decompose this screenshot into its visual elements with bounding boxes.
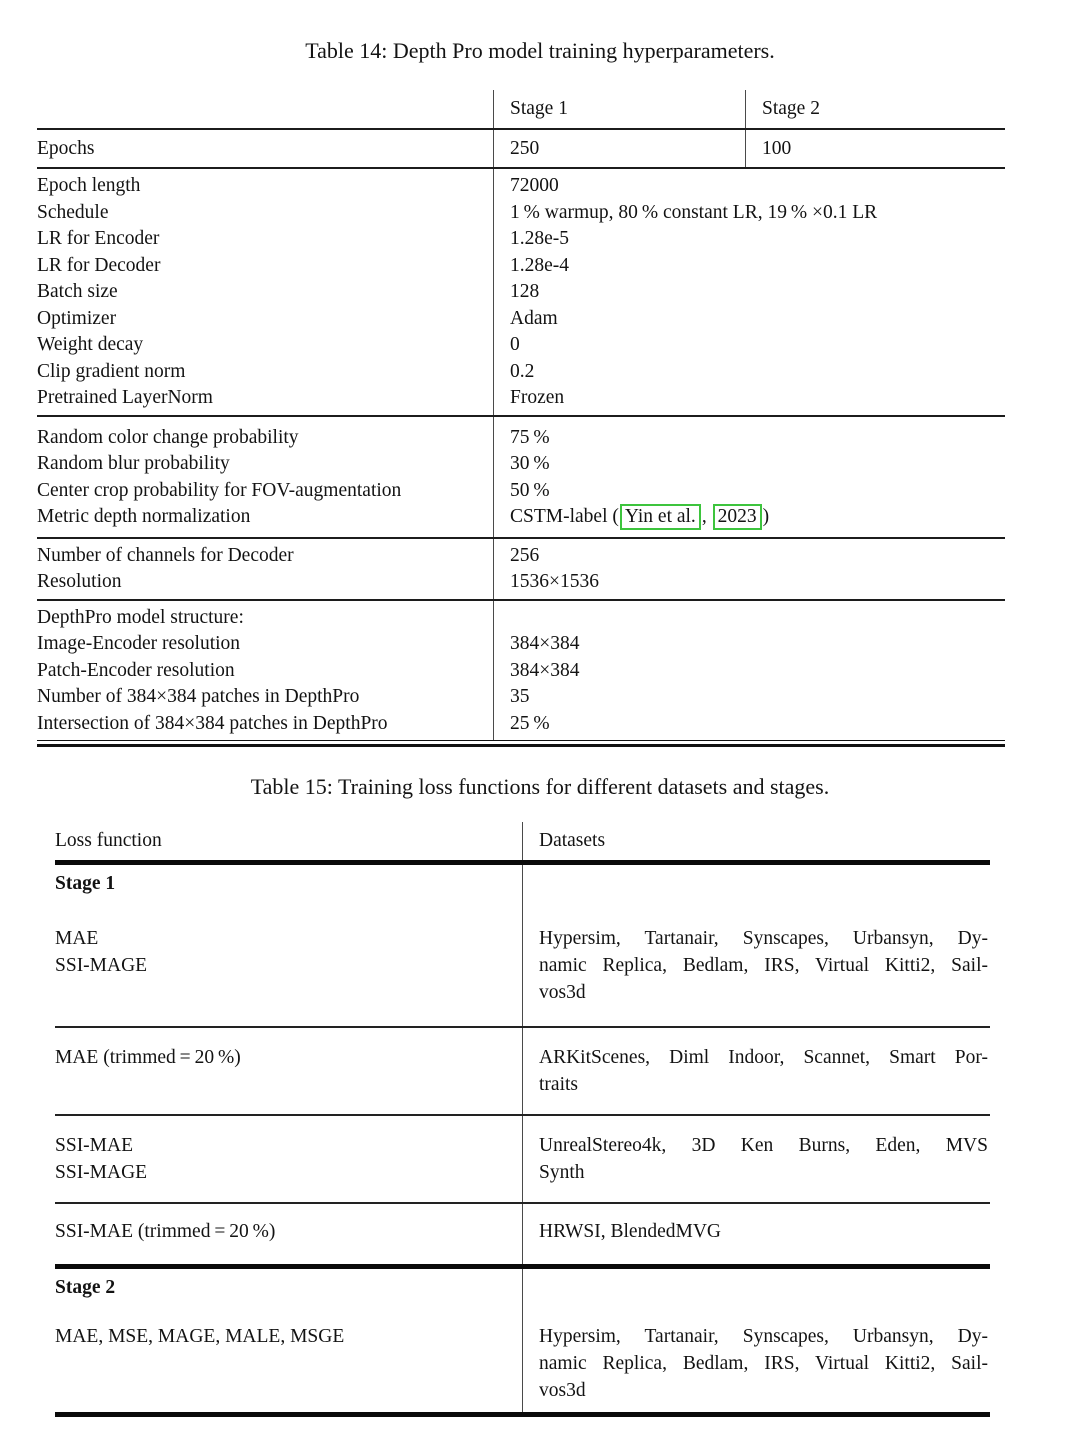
stage2-title-row — [55, 1269, 990, 1311]
dataset-line: ARKitScenes, Diml Indoor, Scannet, Smart Por- — [539, 1047, 988, 1068]
datasets-column-header: Datasets — [539, 830, 606, 851]
row-value: 256 — [510, 544, 540, 566]
row-value: 1.28e-5 — [510, 228, 570, 249]
citation-separator: , — [701, 506, 712, 527]
row-label: Batch size — [37, 281, 118, 302]
value-column — [493, 417, 1005, 537]
stage1-column-header: Stage 1 — [510, 98, 568, 119]
citation-link-year[interactable]: 2023 — [713, 504, 762, 530]
table15-bottom-rule — [55, 1412, 990, 1417]
loss-function-cell — [55, 1116, 522, 1202]
loss-function-column-header: Loss function — [55, 830, 162, 851]
loss-row — [55, 907, 990, 1026]
stage1-title-row — [55, 865, 990, 907]
row-label: Number of channels for Decoder — [37, 544, 294, 566]
row-label: Intersection of 384×384 patches in DepthPro — [37, 712, 388, 734]
loss-line: SSI-MAE — [55, 1135, 134, 1156]
epochs-stage1-value: 250 — [510, 137, 540, 159]
row-label: Random blur probability — [37, 453, 230, 474]
row-value: 25 % — [510, 712, 550, 734]
row-label: Random color change probability — [37, 426, 299, 448]
row-label: Number of 384×384 patches in DepthPro — [37, 686, 360, 707]
header-empty-cell — [37, 90, 493, 128]
row-value: 50 % — [510, 479, 550, 501]
row-label: Image-Encoder resolution — [37, 633, 241, 654]
table15-caption: Table 15: Training loss functions for different datasets and stages. — [250, 774, 830, 799]
row-label: Epoch length — [37, 175, 141, 196]
loss-line: MAE, MSE, MAGE, MALE, MSGE — [55, 1326, 345, 1347]
loss-line: MAE (trimmed = 20 %) — [55, 1047, 241, 1068]
loss-row — [55, 1204, 990, 1264]
stage2-column-header: Stage 2 — [762, 98, 820, 119]
dataset-line: vos3d — [539, 1380, 586, 1401]
row-value: 384×384 — [510, 633, 580, 654]
row-label: Schedule — [37, 201, 109, 223]
loss-row — [55, 1028, 990, 1114]
empty-cell — [522, 865, 990, 907]
row-label: Center crop probability for FOV-augmentation — [37, 479, 402, 501]
row-label: Metric depth normalization — [37, 506, 251, 527]
dataset-line: UnrealStereo4k, 3D Ken Burns, Eden, MVS — [539, 1135, 988, 1156]
table14-bottom-rule — [37, 740, 1005, 747]
dataset-line: vos3d — [539, 982, 586, 1003]
dataset-line: namic Replica, Bedlam, IRS, Virtual Kitti2, Sail- — [539, 955, 988, 976]
dataset-line: Hypersim, Tartanair, Synscapes, Urbansyn, Dy- — [539, 928, 988, 949]
loss-function-cell — [55, 1204, 522, 1264]
value-column — [493, 169, 1005, 415]
dataset-line: Hypersim, Tartanair, Synscapes, Urbansyn, Dy- — [539, 1326, 988, 1347]
row-label: Weight decay — [37, 334, 144, 355]
loss-function-cell — [55, 1028, 522, 1114]
row-value: 0 — [510, 334, 520, 355]
stage2-title: Stage 2 — [55, 1277, 116, 1298]
row-value — [510, 605, 1005, 632]
row-value: 1.28e-4 — [510, 254, 570, 276]
label-column — [37, 601, 493, 741]
citation-prefix: CSTM-label ( — [510, 506, 619, 527]
row-value: 75 % — [510, 426, 550, 448]
datasets-cell — [522, 1311, 990, 1412]
loss-row — [55, 1311, 990, 1412]
row-value: Adam — [510, 307, 558, 329]
loss-row — [55, 1116, 990, 1202]
datasets-cell — [522, 907, 990, 1026]
row-value: 128 — [510, 281, 540, 302]
loss-line: SSI-MAE (trimmed = 20 %) — [55, 1221, 276, 1242]
row-label: Resolution — [37, 571, 122, 592]
row-label: Clip gradient norm — [37, 360, 186, 382]
label-column — [37, 417, 493, 537]
loss-line: SSI-MAGE — [55, 955, 148, 976]
row-value: Frozen — [510, 387, 565, 408]
row-value: 1536×1536 — [510, 571, 599, 592]
citation-suffix: ) — [762, 506, 770, 527]
dataset-line: HRWSI, BlendedMVG — [539, 1221, 721, 1242]
label-column — [37, 169, 493, 415]
table14-header-row — [37, 90, 1005, 128]
loss-line: SSI-MAGE — [55, 1162, 148, 1183]
row-value: 0.2 — [510, 360, 535, 382]
metric-depth-normalization-value — [510, 504, 1005, 531]
row-label: LR for Decoder — [37, 254, 161, 276]
dataset-line: namic Replica, Bedlam, IRS, Virtual Kitti2, Sail- — [539, 1353, 988, 1374]
table14-caption: Table 14: Depth Pro model training hyperparameters. — [305, 38, 775, 63]
label-column — [37, 539, 493, 599]
table15 — [55, 822, 990, 1417]
loss-line: MAE — [55, 928, 99, 949]
table14-section-optimization — [37, 169, 1005, 415]
datasets-cell — [522, 1204, 990, 1264]
table14-section-model-structure — [37, 601, 1005, 741]
table14-section-augmentation — [37, 417, 1005, 537]
row-label: Patch-Encoder resolution — [37, 659, 235, 681]
row-label: Pretrained LayerNorm — [37, 387, 213, 408]
row-value: 35 — [510, 686, 530, 707]
citation-link-author[interactable]: Yin et al. — [620, 504, 701, 530]
row-label: Epochs — [37, 137, 95, 159]
epochs-stage2-value: 100 — [762, 137, 792, 159]
row-label: Optimizer — [37, 307, 117, 329]
dataset-line: traits — [539, 1074, 578, 1095]
datasets-cell — [522, 1028, 990, 1114]
row-value: 384×384 — [510, 659, 580, 681]
row-value: 72000 — [510, 175, 559, 196]
epochs-row — [37, 130, 1005, 167]
loss-function-cell — [55, 1311, 522, 1412]
row-value: 30 % — [510, 453, 550, 474]
table14-section-decoder — [37, 539, 1005, 599]
empty-cell — [522, 1269, 990, 1311]
dataset-line: Synth — [539, 1162, 585, 1183]
stage1-title: Stage 1 — [55, 873, 116, 894]
value-column — [493, 601, 1005, 741]
datasets-cell — [522, 1116, 990, 1202]
row-label: LR for Encoder — [37, 228, 160, 249]
table15-header-row — [55, 822, 990, 860]
loss-function-cell — [55, 907, 522, 1026]
value-column — [493, 539, 1005, 599]
row-label: DepthPro model structure: — [37, 606, 244, 628]
table14 — [37, 90, 1005, 747]
row-value: 1 % warmup, 80 % constant LR, 19 % ×0.1 LR — [510, 201, 878, 223]
